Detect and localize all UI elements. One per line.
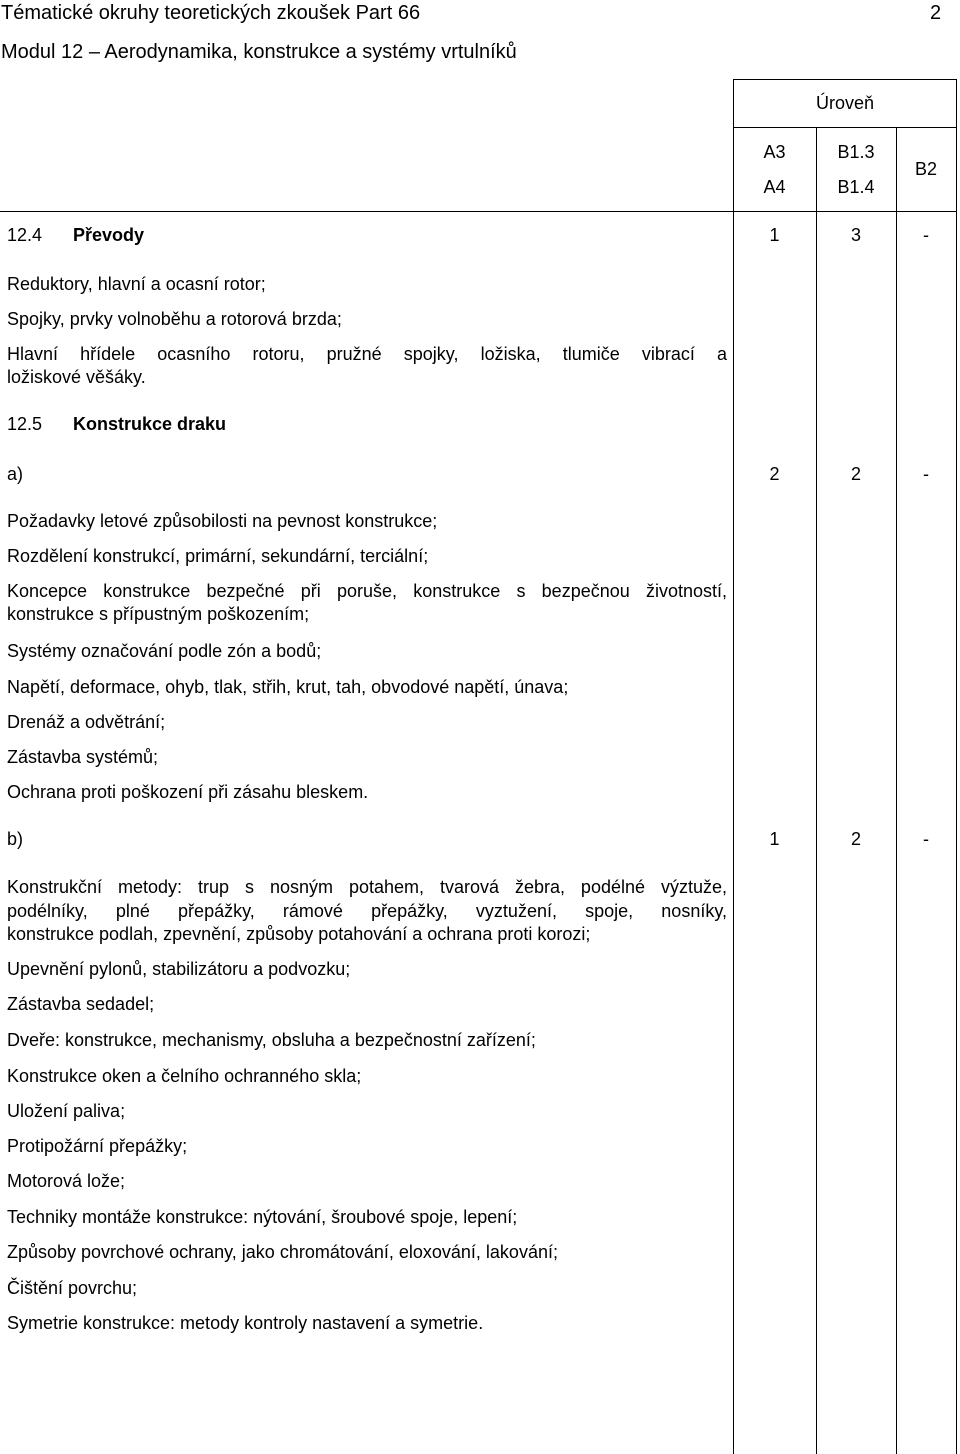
level-value: 2	[769, 464, 780, 484]
topic-item: Zástavba systémů;	[7, 747, 159, 767]
topic-item: Uložení paliva;	[7, 1101, 126, 1121]
topic-item: Konstrukční metody: trup s nosným potahem, tvarová žebra, podélné výztuže,	[7, 877, 727, 897]
table-border-right	[956, 79, 957, 1454]
topic-item: Rozdělení konstrukcí, primární, sekundární, terciální;	[7, 546, 429, 566]
document-title: Tématické okruhy teoretických zkoušek Part 66	[1, 2, 421, 24]
level-header: Úroveň	[815, 93, 875, 113]
level-value: -	[923, 464, 929, 484]
page-number: 2	[930, 2, 942, 24]
topic-item: Koncepce konstrukce bezpečné při poruše, konstrukce s bezpečnou životností,	[7, 581, 727, 601]
subsection-label: a)	[7, 464, 24, 484]
level-value: 3	[850, 225, 861, 245]
topic-item: Motorová lože;	[7, 1171, 126, 1191]
table-border-left	[733, 79, 734, 1454]
topic-item: Drenáž a odvětrání;	[7, 712, 166, 732]
section-number: 12.4	[7, 225, 43, 245]
topic-item: Způsoby povrchové ochrany, jako chromátování, eloxování, lakování;	[7, 1242, 558, 1262]
level-col2-line2: B1.4	[837, 177, 875, 197]
topic-item: Čištění povrchu;	[7, 1278, 138, 1298]
topic-item: Napětí, deformace, ohyb, tlak, střih, krut, tah, obvodové napětí, únava;	[7, 677, 569, 697]
level-header-divider	[733, 127, 957, 128]
level-value: 1	[769, 225, 780, 245]
level-value: 2	[850, 464, 861, 484]
level-col1-line1: A3	[763, 142, 786, 162]
module-subtitle: Modul 12 – Aerodynamika, konstrukce a systémy vrtulníků	[1, 41, 517, 63]
topic-item: Ochrana proti poškození při zásahu bleskem.	[7, 782, 369, 802]
topic-item: konstrukce podlah, zpevnění, způsoby potahování a ochrana proti korozi;	[7, 924, 591, 944]
level-col1-line2: A4	[763, 177, 786, 197]
level-col2-line1: B1.3	[837, 142, 875, 162]
section-number: 12.5	[7, 414, 43, 434]
level-col3: B2	[914, 159, 938, 179]
section-title: Konstrukce draku	[73, 414, 227, 434]
subsection-label: b)	[7, 829, 24, 849]
topic-item: Zástavba sedadel;	[7, 994, 155, 1014]
topic-item: ložiskové věšáky.	[7, 367, 146, 387]
level-value: -	[923, 829, 929, 849]
topic-item: Protipožární přepážky;	[7, 1136, 188, 1156]
level-value: 2	[850, 829, 861, 849]
topic-item: Konstrukce oken a čelního ochranného skla;	[7, 1066, 362, 1086]
topic-item: Požadavky letové způsobilosti na pevnost konstrukce;	[7, 511, 438, 531]
topic-item: Spojky, prvky volnoběhu a rotorová brzda;	[7, 309, 342, 329]
topic-item: Symetrie konstrukce: metody kontroly nastavení a symetrie.	[7, 1313, 484, 1333]
header-bottom-border	[0, 211, 957, 212]
topic-item: Dveře: konstrukce, mechanismy, obsluha a bezpečnostní zařízení;	[7, 1030, 536, 1050]
level-value: 1	[769, 829, 780, 849]
topic-item: Reduktory, hlavní a ocasní rotor;	[7, 274, 266, 294]
topic-item: Systémy označování podle zón a bodů;	[7, 641, 322, 661]
topic-item: podélníky, plné přepážky, rámové přepážky, vyztužení, spoje, nosníky,	[7, 901, 727, 921]
topic-item: Hlavní hřídele ocasního rotoru, pružné spojky, ložiska, tlumiče vibrací a	[7, 344, 727, 364]
level-value: -	[923, 225, 929, 245]
column-divider-1	[816, 127, 817, 1454]
topic-item: Upevnění pylonů, stabilizátoru a podvozku;	[7, 959, 351, 979]
table-top-border	[733, 79, 957, 80]
column-divider-2	[896, 127, 897, 1454]
topic-item: Techniky montáže konstrukce: nýtování, šroubové spoje, lepení;	[7, 1207, 518, 1227]
section-title: Převody	[73, 225, 145, 245]
topic-item: konstrukce s přípustným poškozením;	[7, 604, 310, 624]
